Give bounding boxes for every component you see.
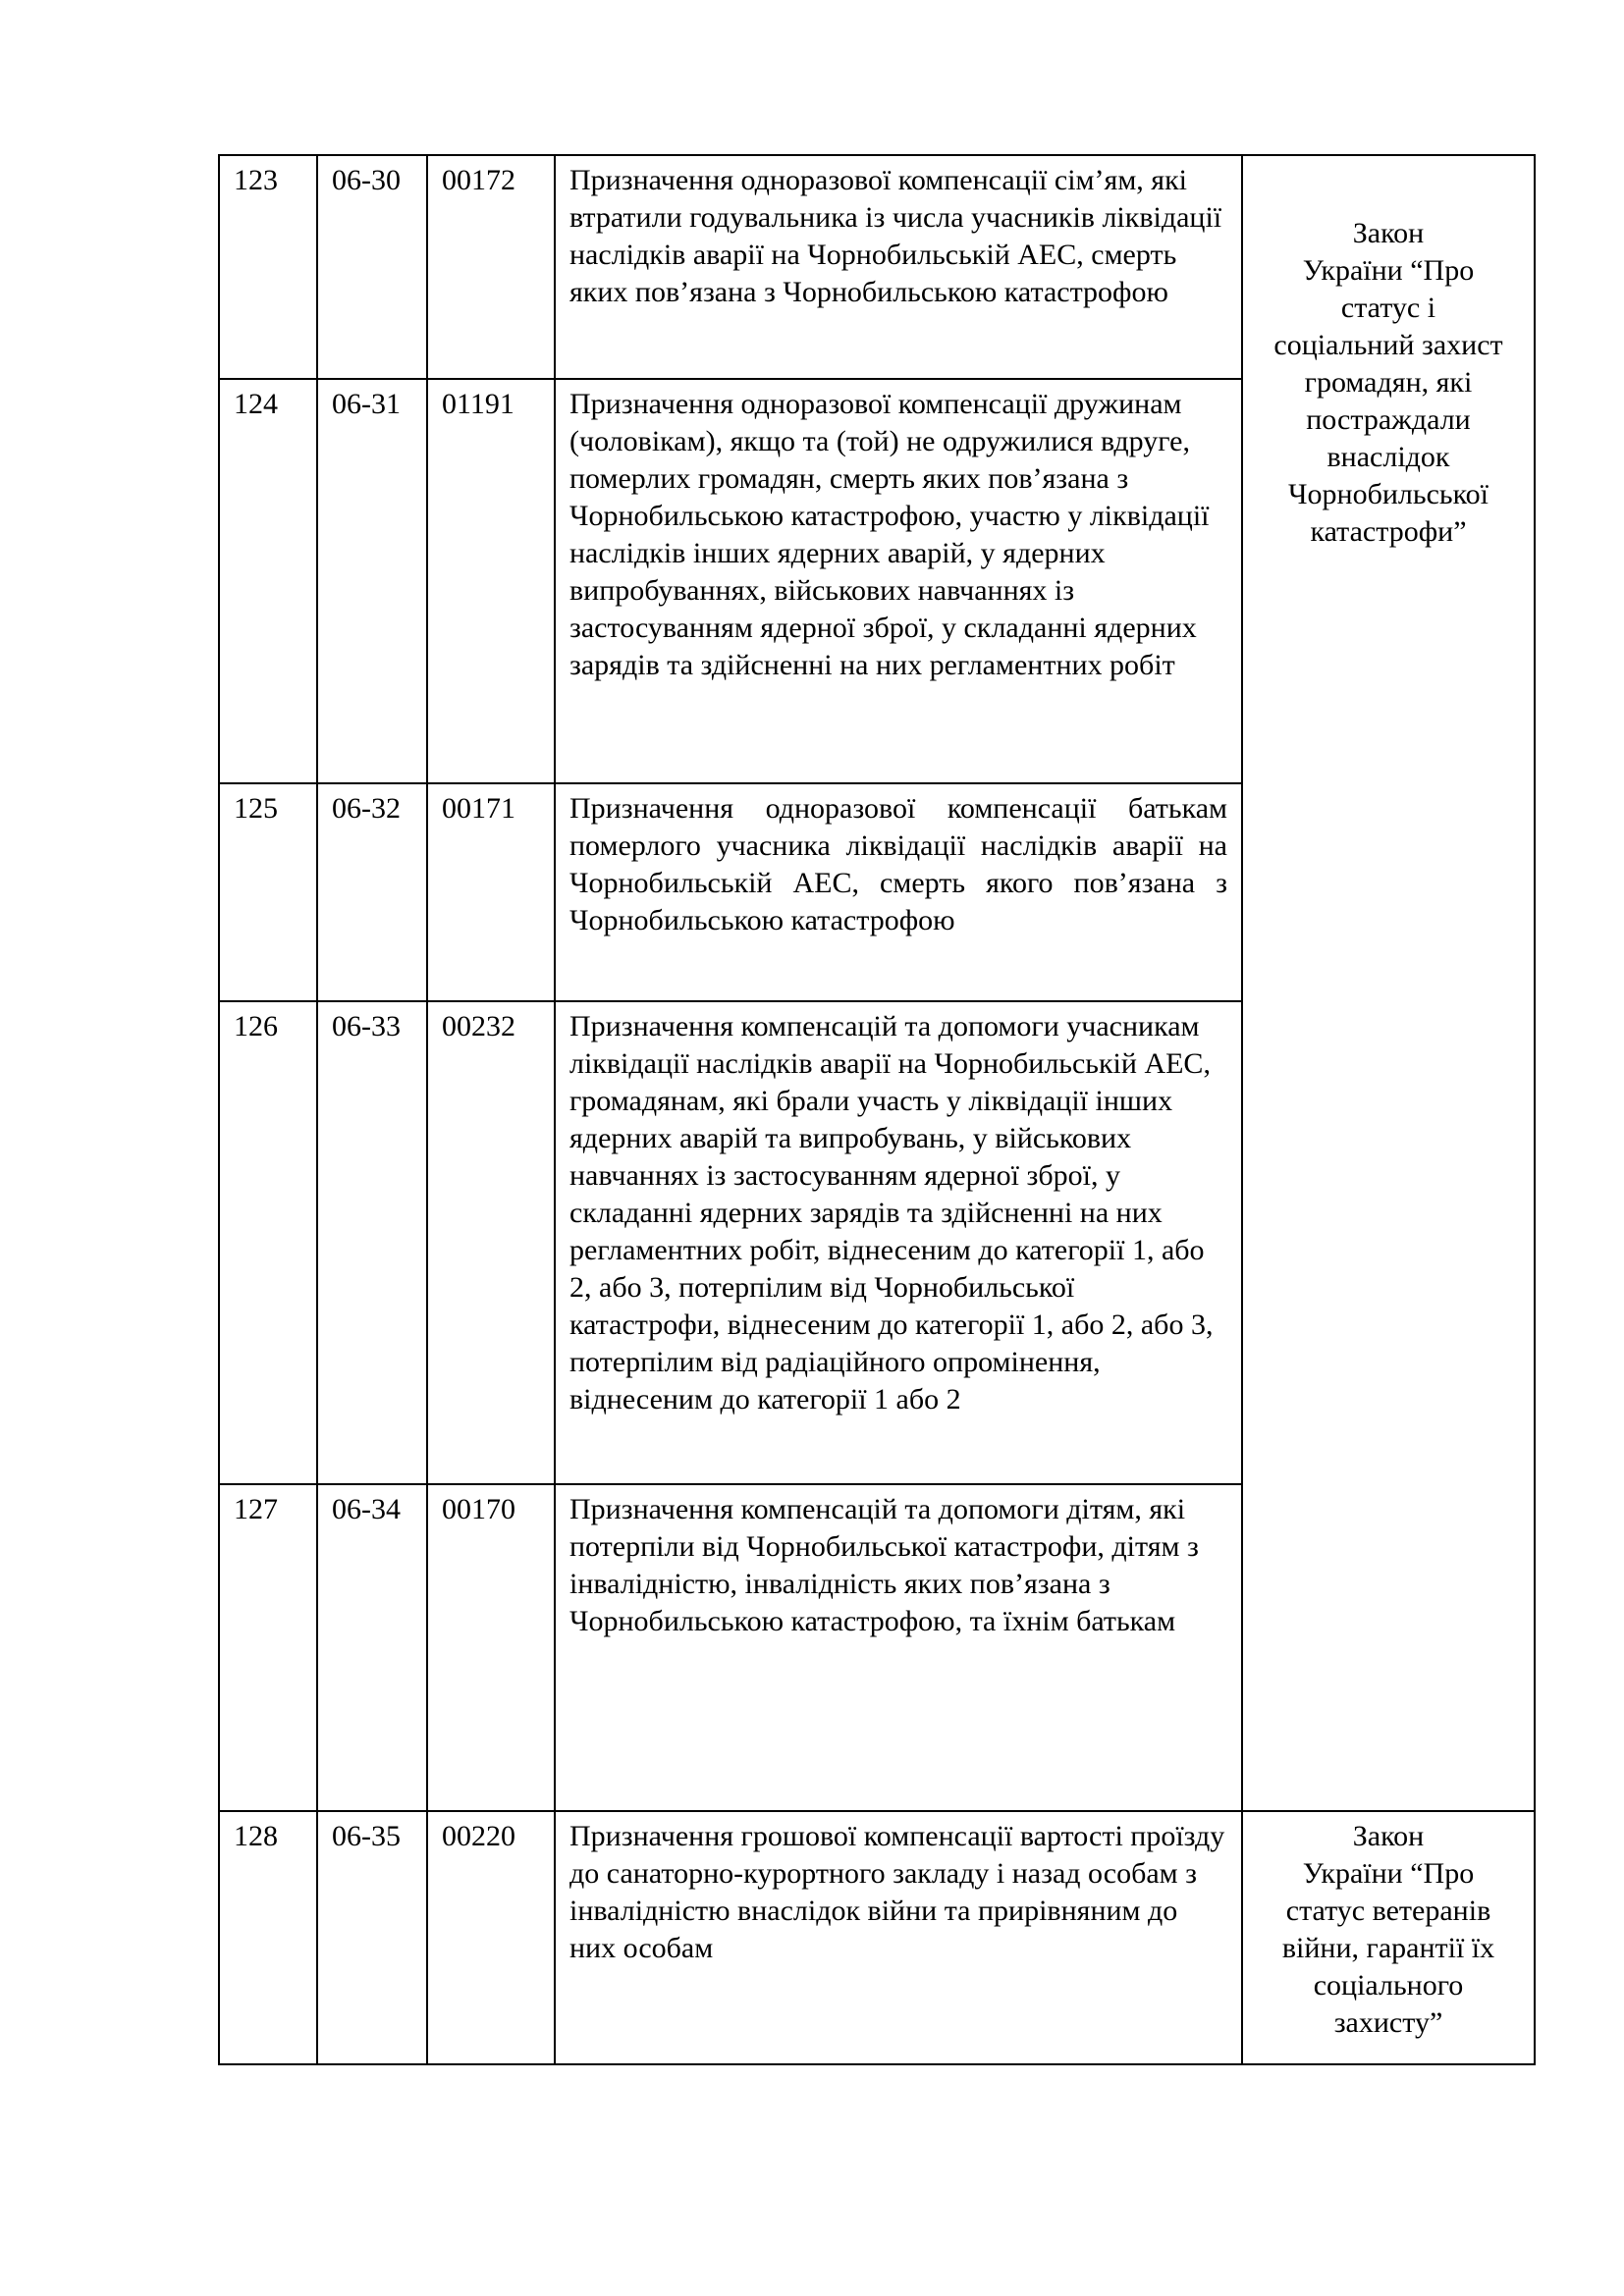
legal-basis-line: катастрофи” [1310,515,1467,548]
legal-basis-chornobyl [1242,155,1535,1811]
service-code: 06-30 [317,155,427,379]
service-id: 01191 [427,379,555,783]
row-number: 124 [219,379,317,783]
legal-basis-line: соціальний захист [1273,329,1503,361]
service-code: 06-32 [317,783,427,1001]
service-id: 00171 [427,783,555,1001]
service-code: 06-31 [317,379,427,783]
legal-basis-line: Чорнобильської [1288,478,1489,510]
services-table [218,154,1536,2065]
service-description: Призначення компенсацій та допомоги дітям, які потерпіли від Чорнобильської катастрофи, дітям з інвалідністю, інвалідність яких пов’язана з Чорнобильською катастрофою, та їхнім батькам [555,1484,1242,1811]
service-id: 00232 [427,1001,555,1484]
legal-basis-line: Закон [1352,1820,1425,1852]
service-description: Призначення грошової компенсації вартості проїзду до санаторно-курортного закладу і назад особам з інвалідністю внаслідок війни та прирівняним до них особам [555,1811,1242,2064]
service-description: Призначення одноразової компенсації батькам померлого учасника ліквідації наслідків аварії на Чорнобильській АЕС, смерть якого пов’язана з Чорнобильською катастрофою [555,783,1242,1001]
row-number: 125 [219,783,317,1001]
service-code: 06-35 [317,1811,427,2064]
legal-basis-line: соціального [1313,1969,1464,2002]
service-description: Призначення компенсацій та допомоги учасникам ліквідації наслідків аварії на Чорнобильській АЕС, громадянам, які брали участь у ліквідації інших ядерних аварій та випробувань, у військових навчаннях із застосуванням ядерної зброї, у складанні ядерних зарядів та здійсненні на них регламентних робіт, віднесеним до категорії 1, або 2, або 3, потерпілим від Чорнобильської катастрофи, віднесеним до категорії 1, або 2, або 3, потерпілим від радіаційного опромінення, віднесеним до категорії 1 або 2 [555,1001,1242,1484]
legal-basis-line: статус і [1340,292,1436,324]
legal-basis-line: Закон [1352,217,1425,249]
table-row [219,155,1535,379]
legal-basis-line: війни, гарантії їх [1281,1932,1495,1964]
row-number: 128 [219,1811,317,2064]
legal-basis-veterans [1242,1811,1535,2064]
service-id: 00172 [427,155,555,379]
service-id: 00170 [427,1484,555,1811]
row-number: 127 [219,1484,317,1811]
row-number: 123 [219,155,317,379]
service-code: 06-33 [317,1001,427,1484]
service-id: 00220 [427,1811,555,2064]
service-description: Призначення одноразової компенсації сім’ям, які втратили годувальника із числа учасників ліквідації наслідків аварії на Чорнобильській АЕС, смерть яких пов’язана з Чорнобильською катастрофою [555,155,1242,379]
table-row [219,1811,1535,2064]
legal-basis-line: України “Про [1302,1857,1475,1890]
legal-basis-line: статус ветеранів [1285,1895,1491,1927]
legal-basis-line: внаслідок [1326,441,1450,473]
service-description: Призначення одноразової компенсації дружинам (чоловікам), якщо та (той) не одружилися вдруге, померлих громадян, смерть яких пов’язана з Чорнобильською катастрофою, участю у ліквідації наслідків інших ядерних аварій, у ядерних випробуваннях, військових навчаннях із застосуванням ядерної зброї, у складанні ядерних зарядів та здійсненні на них регламентних робіт [555,379,1242,783]
row-number: 126 [219,1001,317,1484]
legal-basis-line: України “Про [1302,254,1475,287]
legal-basis-line: громадян, які [1304,366,1473,399]
legal-basis-line: захисту” [1333,2006,1443,2039]
service-code: 06-34 [317,1484,427,1811]
legal-basis-line: постраждали [1306,403,1471,436]
